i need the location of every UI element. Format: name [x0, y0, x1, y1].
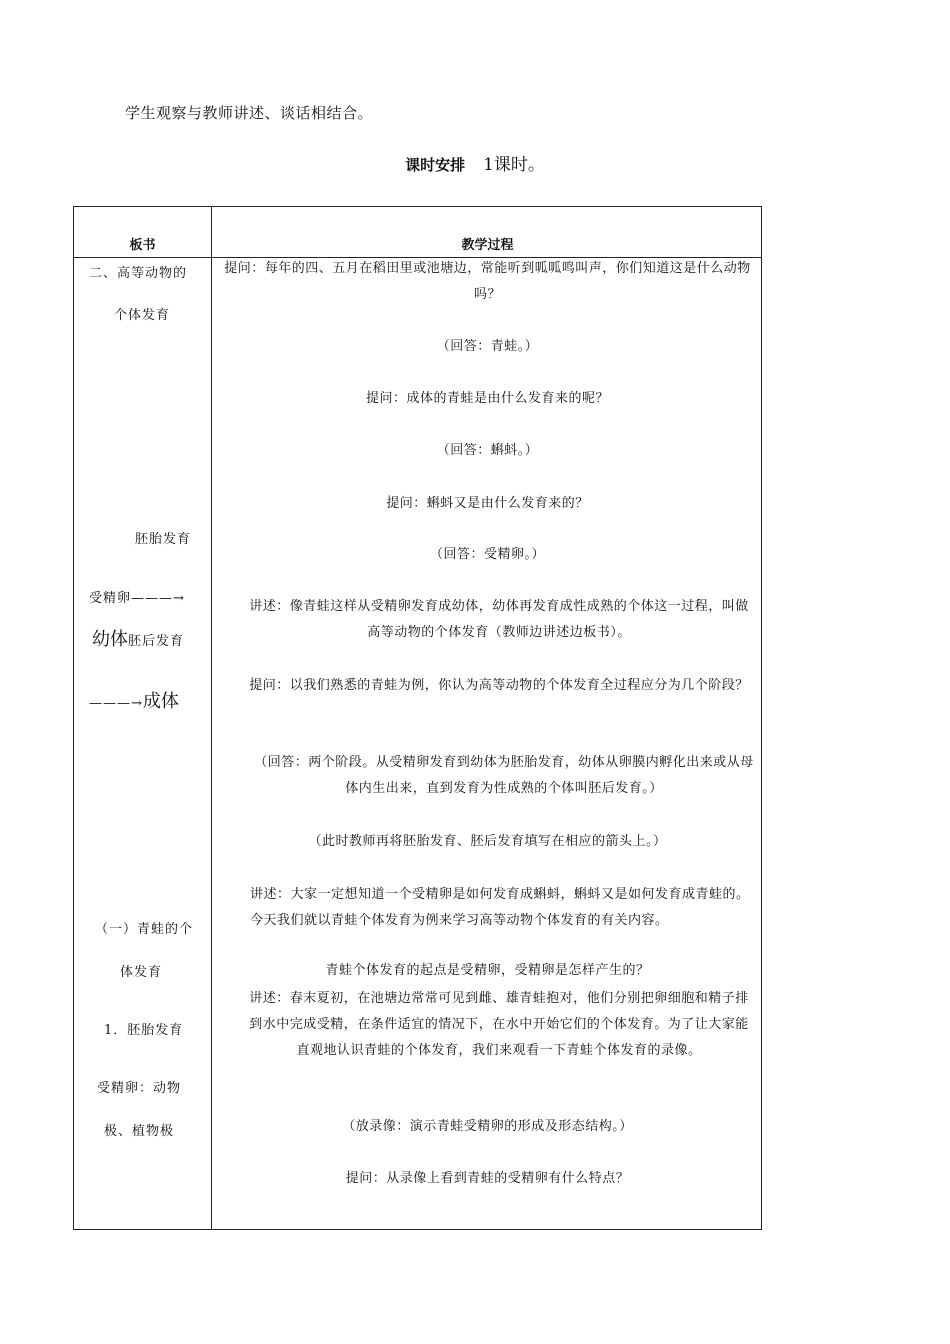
lesson-table: [73, 206, 762, 1230]
process-para: （回答：蝌蚪。）: [436, 443, 539, 458]
board-line: 极、植物极: [104, 1124, 175, 1139]
process-para: 提问：每年的四、五月在稻田里或池塘边，常能听到呱呱鸣叫声，你们知道这是什么动物吗？: [224, 261, 751, 302]
board-line: 受精卵———→: [89, 591, 185, 606]
board-line: [89, 687, 179, 713]
board-term: 幼体: [92, 629, 128, 650]
board-arrow: ———→: [89, 696, 143, 711]
process-para: 提问：成体的青蛙是由什么发育来的呢？: [365, 391, 609, 406]
column-divider: [211, 207, 212, 1229]
board-line: 体发育: [120, 965, 163, 980]
process-para: （此时教师再将胚胎发育、胚后发育填写在相应的箭头上。）: [308, 834, 667, 849]
header-process: 教学过程: [461, 238, 514, 253]
intro-text: 学生观察与教师讲述、谈话相结合。: [125, 104, 374, 122]
process-para: （回答：青蛙。）: [436, 339, 539, 354]
schedule-value: 1课时。: [483, 155, 545, 175]
header-board: 板书: [129, 238, 156, 253]
process-para: 讲述：像青蛙这样从受精卵发育成幼体，幼体再发育成性成熟的个体这一过程，叫做高等动物的个体发育（教师边讲述边板书）。: [249, 599, 749, 640]
board-line: 胚胎发育: [135, 532, 192, 547]
process-para: 提问：以我们熟悉的青蛙为例，你认为高等动物的个体发育全过程应分为几个阶段？: [249, 678, 749, 693]
process-para: 讲述：大家一定想知道一个受精卵是如何发育成蝌蚪，蝌蚪又是如何发育成青蛙的。今天我们就以青蛙个体发育为例来学习高等动物个体发育的有关内容。: [250, 887, 750, 928]
board-line: 个体发育: [114, 308, 171, 323]
process-para: （回答：受精卵。）: [429, 547, 545, 562]
process-para: （回答：两个阶段。从受精卵发育到幼体为胚胎发育，幼体从卵膜内孵化出来或从母体内生出来，直到发育为性成熟的个体叫胚后发育。）: [254, 755, 754, 796]
board-term: 胚后发育: [128, 634, 185, 649]
process-para: 讲述：春末夏初，在池塘边常常可见到雌、雄青蛙抱对，他们分别把卵细胞和精子排到水中完成受精，在条件适宜的情况下，在水中开始它们的个体发育。为了让大家能直观地认识青蛙的个体发育，我们来观看一下青蛙个体发育的录像。: [249, 991, 749, 1058]
board-term: 成体: [142, 691, 179, 712]
board-line: 受精卵：动物: [97, 1081, 182, 1096]
board-line: 1．胚胎发育: [104, 1023, 184, 1038]
process-para: 提问：蝌蚪又是由什么发育来的？: [386, 496, 589, 511]
board-line: [92, 625, 184, 651]
board-line: 二、高等动物的: [89, 266, 188, 281]
process-para: 提问：从录像上看到青蛙的受精卵有什么特点？: [345, 1171, 630, 1186]
process-para: （放录像：演示青蛙受精卵的形成及形态结构。）: [342, 1119, 633, 1134]
schedule-line: [0, 150, 950, 175]
process-para: 青蛙个体发育的起点是受精卵，受精卵是怎样产生的？: [325, 963, 650, 978]
schedule-label: 课时安排: [405, 156, 466, 174]
board-line: （一）青蛙的个: [95, 922, 194, 937]
